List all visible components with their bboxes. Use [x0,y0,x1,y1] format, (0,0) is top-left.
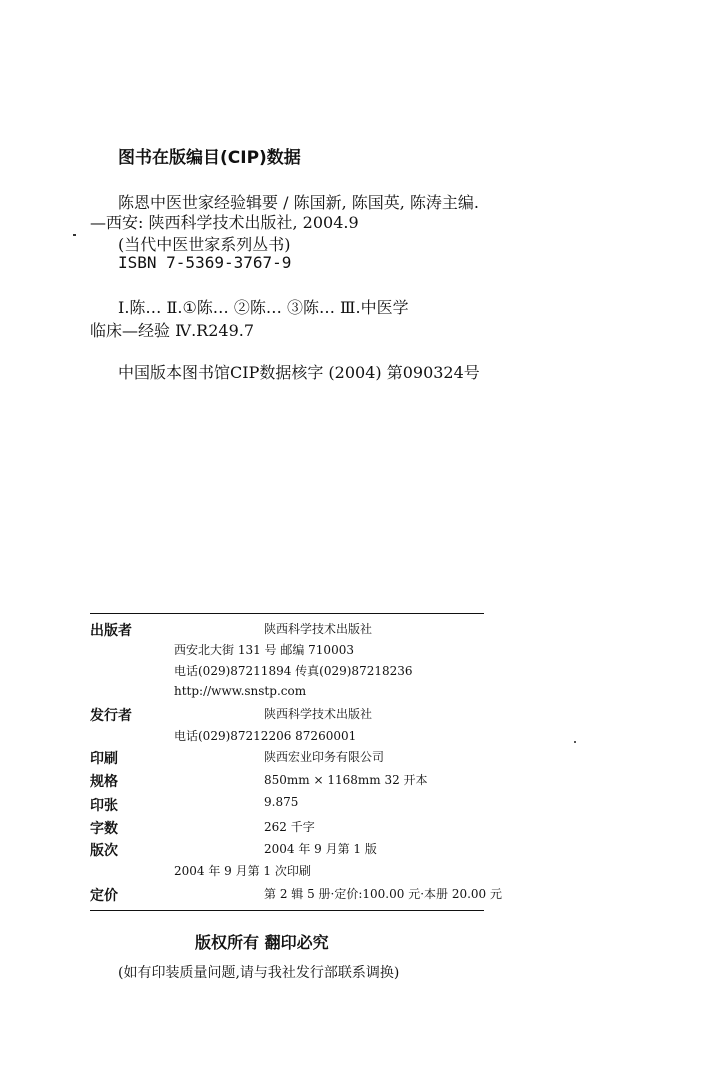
colophon-label: 定价 [90,888,118,904]
colophon-value: 2004 年 9 月第 1 版 [264,842,377,856]
colophon-row-publisher [90,620,373,640]
colophon-value: 9.875 [264,795,299,809]
colophon-value: 陕西科学技术出版社 [264,707,373,721]
colophon-row-distributor [90,705,373,725]
colophon-label: 发行者 [90,708,132,724]
colophon-row-price [90,885,502,905]
copyright-notice: 版权所有 翻印必究 [195,933,329,952]
cip-verification: 中国版本图书馆CIP数据核字 (2004) 第090324号 [118,363,480,382]
colophon-row-printer [90,748,385,768]
colophon-value: 电话(029)87212206 87260001 [174,729,357,743]
colophon-row-sheets [90,795,299,815]
colophon-label: 印刷 [90,751,118,767]
colophon-value: http://www.snstp.com [174,684,307,698]
colophon-label: 规格 [90,774,118,790]
cip-line-classification: 临床—经验 Ⅳ.R249.7 [90,321,255,340]
colophon-value: 850mm × 1168mm 32 开本 [264,773,428,787]
colophon-bottom-rule [90,910,484,911]
defect-replacement-note: (如有印装质量问题,请与我社发行部联系调换) [118,965,400,981]
cip-line-isbn: ISBN 7-5369-3767-9 [118,253,292,272]
colophon-label: 印张 [90,798,118,814]
cip-line-publisher: —西安: 陕西科学技术出版社, 2004.9 [90,213,359,232]
speck-mark [73,234,76,236]
cip-heading: 图书在版编目(CIP)数据 [118,148,301,168]
cip-line-title: 陈恩中医世家经验辑要 / 陈国新, 陈国英, 陈涛主编. [118,193,479,212]
colophon-value: 陕西宏业印务有限公司 [264,750,385,764]
colophon-label: 字数 [90,821,118,837]
cip-line-series: (当代中医世家系列丛书) [118,235,291,254]
speck-mark [574,741,576,743]
colophon-label: 出版者 [90,623,132,639]
colophon-value: 西安北大街 131 号 邮编 710003 [174,643,354,657]
colophon-value: 电话(029)87211894 传真(029)87218236 [174,664,413,678]
colophon-value: 262 千字 [264,820,315,834]
colophon-top-rule [90,613,484,614]
colophon-row-edition [90,840,377,860]
colophon-value: 第 2 辑 5 册·定价:100.00 元·本册 20.00 元 [264,887,502,901]
colophon-row-format [90,771,428,791]
colophon-label: 版次 [90,843,118,859]
colophon-value: 2004 年 9 月第 1 次印刷 [174,864,311,878]
colophon-row-wordcount [90,818,315,838]
colophon-value: 陕西科学技术出版社 [264,622,373,636]
cip-line-subjects: Ⅰ.陈… Ⅱ.①陈… ②陈… ③陈… Ⅲ.中医学 [118,298,409,317]
